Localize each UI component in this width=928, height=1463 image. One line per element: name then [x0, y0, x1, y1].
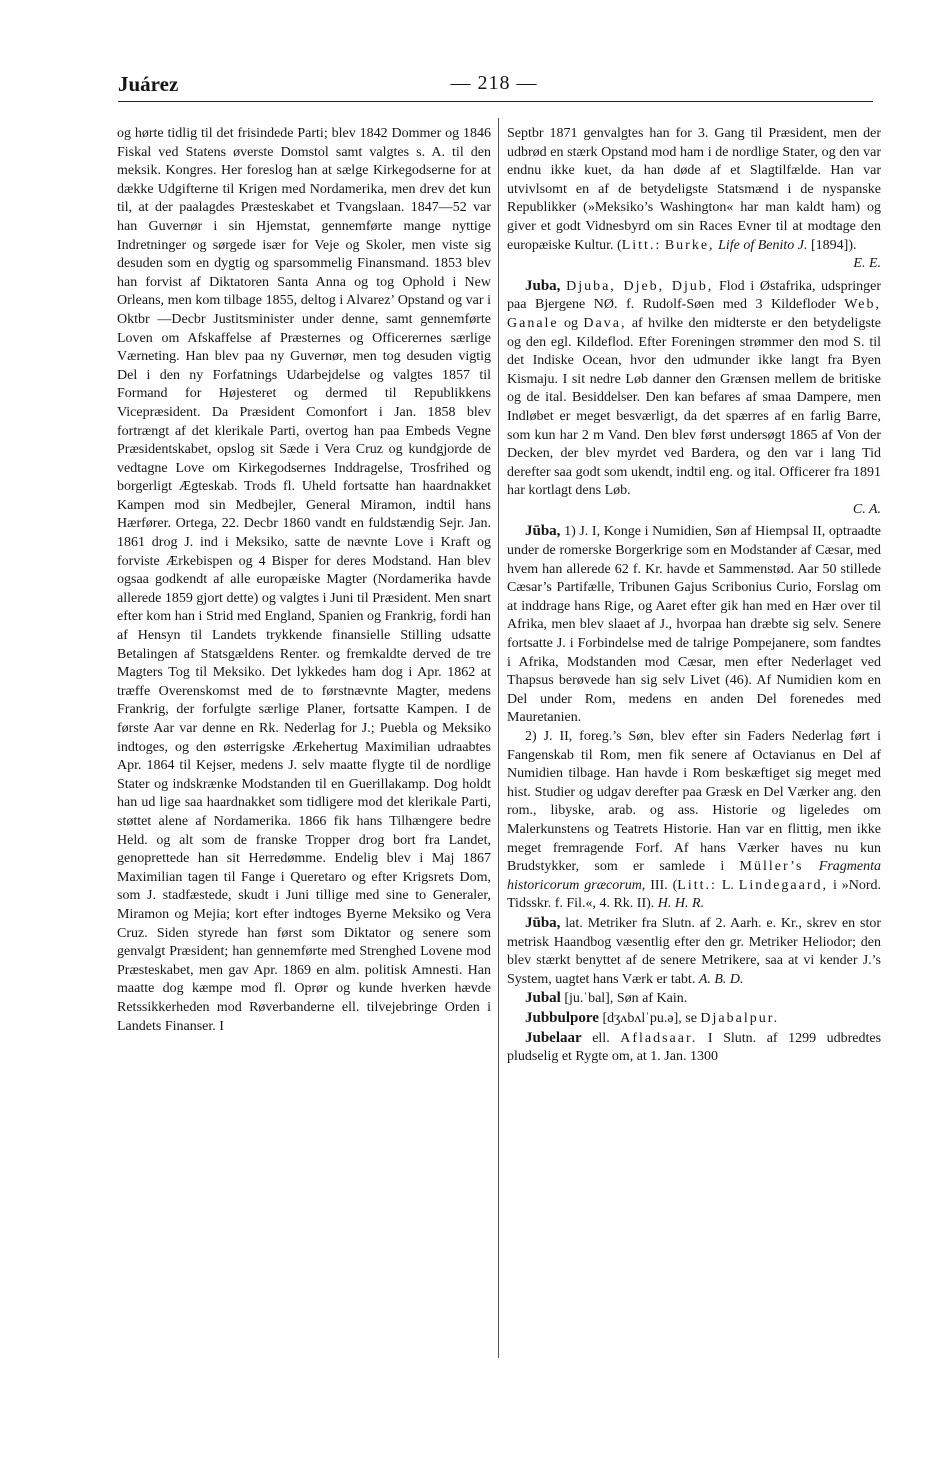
- entry-text-2: I Slutn. af 1299 udbredtes pludselig et Rygte om, at 1. Jan. 1300: [507, 1030, 882, 1065]
- tributary-dava: Dava,: [583, 315, 627, 331]
- entry-paragraph: [507, 989, 881, 1009]
- entry-paragraph: [507, 277, 881, 501]
- column-divider: [498, 118, 499, 1358]
- author-lindegaard: Lindegaard,: [738, 877, 829, 893]
- author-signature: E. E.: [853, 256, 881, 272]
- entry-jubelaar: [507, 1029, 881, 1067]
- entry-text-2: 2) J. II, foreg.’s Søn, blev efter sin Faders Nederlag ført i Fangenskab til Rom, men fik senere af Octavianus en Del af Numidien tilbage. Han havde i Rom beskæftiget sig meget med hist. Studier og udgav derefter paa Græsk en Del Værker ang. den rom., libyske, arab. og ass. Historie og ligeledes om Malerkunstens og Teatrets Historie. Han var en flittig, men ikke meget fremragende Forf. Af hans Værker haves nu kun Brudstykker, som er samlede i: [507, 729, 881, 875]
- litt-year: [1894]).: [811, 237, 857, 253]
- entry-text: 1) J. I, Konge i Numidien, Søn af Hiempsal II, optraadte under de romerske Borgerkrige som en Modstander af Cæsar, med hvem han allerede 62 f. Kr. havde et Sammenstød. Aar 50 stillede Cæsar’s Partifælle, Tribunen Gajus Scribonius Curio, Forslag om at inddrage hans Rige, og Aaret efter gik han med en Hær over til Afrika, men blev slaaet af J., hvorpaa han dræbte sig selv. Senere fortsatte J. i Forbindelse med de talrige Pompejanere, som fandtes i Afrika, Modstanden mod Cæsar, men efter Nederlaget ved Thapsus berøvede han sig selv Livet (46). Af Numidien kom en Del under Rom, medens en anden Del forenedes med Mauretanien.: [507, 524, 881, 726]
- page-header: [118, 70, 870, 100]
- entry-text: Flod i Østafrika, udspringer paa Bjergene NØ. f. Rudolf-Søen med 3 Kildefloder: [507, 278, 881, 313]
- entry-text: ell.: [592, 1030, 610, 1046]
- entry-paragraph-2: [507, 728, 881, 914]
- work-fragmenta: Fragmenta historicorum græcorum,: [507, 859, 881, 893]
- entry-juba-metrician: [507, 914, 881, 989]
- entry-paragraph: [507, 1009, 881, 1029]
- litt-author: Burke,: [664, 237, 715, 253]
- entry-juba-king: [507, 522, 881, 913]
- cross-reference: Djabalpur.: [700, 1010, 780, 1026]
- right-column: [507, 125, 881, 1067]
- entry-text: [dʒʌbʌlˈpu.ə], se: [602, 1010, 697, 1026]
- author-signature: H. H. R.: [657, 896, 705, 912]
- running-headword: Juárez: [118, 72, 179, 96]
- entry-headword: Jubal: [525, 990, 561, 1007]
- entry-text-4: L.: [721, 877, 734, 893]
- entry-headword: Jubelaar: [525, 1029, 582, 1046]
- entry-jubal: [507, 989, 881, 1009]
- entry-juba-river: [507, 277, 881, 520]
- entry-text: [ju.ˈbal], Søn af Kain.: [564, 991, 688, 1007]
- entry-paragraph: [507, 522, 881, 728]
- entry-headword: Juba,: [525, 277, 561, 294]
- juarez-end-paragraph: [507, 125, 881, 255]
- left-column: [117, 125, 491, 1036]
- litt-title: Life of Benito J.: [718, 237, 808, 253]
- entry-text: lat. Metriker fra Slutn. af 2. Aarh. e. Kr., skrev en stor metrisk Haandbog væsentlig efter den gr. Metriker Heliodor; den blev stærkt benyttet af de senere Metrikere, saa at vi kender J.’s System, uagtet hans Værk er tabt.: [507, 915, 882, 987]
- entry-text-3: III. (: [650, 877, 678, 893]
- entry-paragraph: [507, 1029, 881, 1067]
- entry-headword: Jūba,: [525, 523, 561, 540]
- litt-label: Litt.:: [621, 237, 662, 253]
- entry-jubbulpore: [507, 1009, 881, 1029]
- juarez-end-text: Septbr 1871 genvalgtes han for 3. Gang til Præsident, men der udbrød en stærk Opstand mod ham i de nordlige Stater, og den var endnu ikke kuet, da han døde af et Slagtilfælde. Han var utvivlsomt en af de betydeligste Statsmænd i de nyspanske Republikker (»Meksiko’s Washington« har man kaldt ham) og giver et godt Vidnesbyrd om sin Races Evner til at modtage den europæiske Kultur. (: [507, 126, 881, 253]
- header-rule: [118, 101, 873, 102]
- entry-conjunction: og: [564, 315, 579, 331]
- author-signature: A. B. D.: [698, 971, 744, 987]
- tributary-web: Web,: [844, 297, 882, 313]
- entry-paragraph: [507, 914, 881, 989]
- author-signature: C. A.: [852, 501, 881, 517]
- entry-headword: Jubbulpore: [525, 1009, 599, 1026]
- tributary-ganale: Ganale: [507, 315, 559, 331]
- juarez-continuation-text: og hørte tidlig til det frisindede Parti; blev 1842 Dommer og 1846 Fiskal ved Statens øverste Domstol samt valgtes s. A. til den meksik. Kongres. Her foreslog han at sælge Kirkegodserne for at dække Udgifterne til Krigen med Nordamerika, men drev det kun til, at der paalagdes Præsteskabet et Tvangslaan. 1847—52 var han Guvernør i sin Hjemstat, gennemførte mange nyttige Indretninger og sørgede især for Veje og Skoler, men viste sig desuden som en dygtig og sparsommelig Finansmand. 1853 blev han forvist af Diktatoren Santa Anna og tog Ophold i New Orleans, men kom tilbage 1855, deltog i Alvarez’ Opstand og var i Oktbr —Decbr Justitsminister under denne, samt gennemførte Loven om Afskaffelse af Præsternes og Officerernes særlige Værneting. Han blev paa ny Guvernør, men tog desuden vigtig Del i den ny Forfatnings Udarbejdelse og valgtes 1857 til Formand for Højesteret og dermed til Republikkens Vicepræsident. Da Præsident Comonfort i Jan. 1858 blev fortrængt af det klerikale Parti, overtog han paa Embeds Vegne Præsidentskabet, opslog sit Sæde i Vera Cruz og kundgjorde de vedtagne Love om Kirkegodsernes Inddragelse, Trosfrihed og borgerligt Ægteskab. Trods fl. Uheld fortsatte han haardnakket Kampen mod sin Medbejler, General Miramon, indtil hans Hærfører. Ortega, 22. Decbr 1860 vandt en fuldstændig Sejr. Jan. 1861 drog J. ind i Meksiko, satte de nævnte Love i Kraft og forviste Ærkebispen og 4 Bisper for deres Modstand. Han blev ogsaa godkendt af alle europæiske Magter (Nordamerika havde allerede 1859 gjort dette) og valgtes i Juni til Præsident. Men snart efter kom han i Strid med England, Spanien og Frankrig, fordi han af Hensyn til Landets trykkende finansielle Stilling udsatte Betalingen af Statsgældens Renter. og fremkaldte derved de tre Magters Tog til Meksiko. Det lykkedes ham dog i Apr. 1862 at træffe Overenskomst med de to førstnævnte Magter, medens Frankrig, der forfulgte særlige Planer, fortsatte Kampen. I de første Aar var denne en Rk. Nederlag for J.; Puebla og Meksiko indtoges, og den østerrigske Ærkehertug Maximilian udraabtes Apr. 1864 til Kejser, medens J. selv maatte flygte til de nordlige Stater og indskrænke Modstanden til en Guerillakamp. Dog holdt han ud lige saa haardnakket som tidligere mod det klerikale Parti, støttet alene af Nordamerika. 1866 fik hans Tilhængere bedre Held. og alt som de franske Tropper drog bort fra Landet, genoprettede han sit Herredømme. Endelig blev i Maj 1867 Maximilian tagen til Fange i Queretaro og efter Krigsrets Dom, som J. stadfæstede, skudt i Juni tillige med sine to Generaler, Miramon og Mejia; kort efter indtoges Byerne Meksiko og Vera Cruz. Siden styrede han først som Diktator og senere som genvalgt Præsident; han gennemførte med Strenghed Lovene mod Præsteskabet, men gav Apr. 1869 en alm. politisk Amnesti. Han maatte dog kæmpe mod fl. Oprør og kunde hverken hævde Retssikkerheden mod Røverbanderne ell. tilvejebringe Orden i Landets Finanser. I: [117, 126, 491, 1034]
- page-number: — 218 —: [450, 72, 538, 94]
- entry-headword: Jūba,: [525, 914, 561, 931]
- entry-text-5: i »Nord. Tidsskr. f. Fil.«, 4. Rk. II).: [507, 877, 882, 912]
- juarez-continuation: [507, 125, 881, 274]
- author-muller: Müller’s: [739, 859, 804, 875]
- alt-term-afladsaar: Afladsaar.: [620, 1030, 698, 1046]
- entry-variants: Djuba, Djeb, Djub,: [566, 278, 714, 294]
- entry-text-2: af hvilke den midterste er den betydeligste og den egl. Kildeflod. Efter Foreningen strømmer den mod S. til det Indiske Ocean, hvor den udmunder ikke langt fra Byen Kismaju. I sit nedre Løb danner den Grænsen mellem de britiske og de ital. Besiddelser. Den kan befares af smaa Dampere, men Indløbet er meget besværligt, da det spærres af en farlig Barre, som kun har 2 m Vand. Den blev først undersøgt 1865 af Von der Decken, der blev myrdet ved Bardera, og den var i lang Tid derefter saa godt som ukendt, indtil eng. og ital. Officerer fra 1891 har kortlagt dens Løb.: [507, 315, 881, 499]
- litt-label: Litt.:: [677, 877, 717, 893]
